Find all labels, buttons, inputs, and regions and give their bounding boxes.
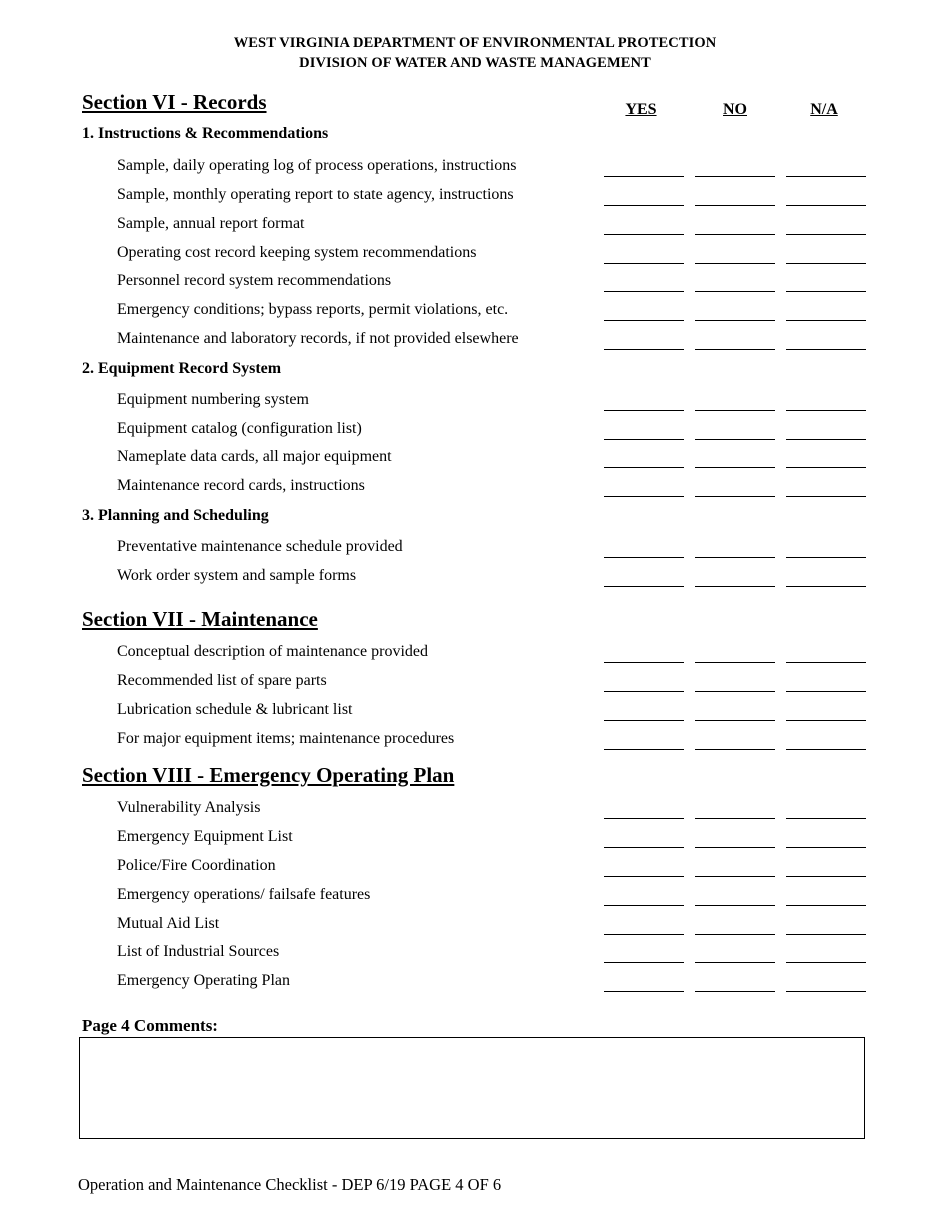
yes-blank[interactable]: [604, 290, 684, 292]
no-blank[interactable]: [695, 690, 775, 692]
checklist-row: [0, 729, 950, 758]
no-blank[interactable]: [695, 719, 775, 721]
checklist-row: [0, 700, 950, 729]
checklist-item-label: Emergency operations/ failsafe features: [117, 886, 371, 903]
na-blank[interactable]: [786, 290, 866, 292]
na-blank[interactable]: [786, 585, 866, 587]
na-blank[interactable]: [786, 438, 866, 440]
no-blank[interactable]: [695, 495, 775, 497]
yes-blank[interactable]: [604, 690, 684, 692]
checklist-item-label: Sample, daily operating log of process operations, instructions: [117, 157, 517, 174]
checklist-row: [0, 566, 950, 595]
column-yes-header: YES: [625, 101, 657, 118]
checklist-row: [0, 856, 950, 885]
checklist-item-label: Preventative maintenance schedule provided: [117, 538, 403, 555]
na-blank[interactable]: [786, 556, 866, 558]
na-blank[interactable]: [786, 748, 866, 750]
yes-blank[interactable]: [604, 348, 684, 350]
checklist-item-label: Equipment numbering system: [117, 391, 309, 408]
no-blank[interactable]: [695, 290, 775, 292]
checklist-row: [0, 798, 950, 827]
checklist-row: [0, 671, 950, 700]
checklist-row: [0, 885, 950, 914]
checklist-row: [0, 185, 950, 214]
checklist-item-label: Vulnerability Analysis: [117, 799, 261, 816]
na-blank[interactable]: [786, 690, 866, 692]
no-blank[interactable]: [695, 748, 775, 750]
division-name: DIVISION OF WATER AND WASTE MANAGEMENT: [299, 55, 651, 71]
na-blank[interactable]: [786, 933, 866, 935]
subsection-planning-title: 3. Planning and Scheduling: [82, 507, 269, 524]
yes-blank[interactable]: [604, 875, 684, 877]
checklist-item-label: Emergency Equipment List: [117, 828, 293, 845]
no-blank[interactable]: [695, 319, 775, 321]
checklist-row: [0, 476, 950, 505]
yes-blank[interactable]: [604, 585, 684, 587]
na-blank[interactable]: [786, 348, 866, 350]
no-blank[interactable]: [695, 933, 775, 935]
checklist-row: [0, 300, 950, 329]
no-blank[interactable]: [695, 990, 775, 992]
yes-blank[interactable]: [604, 233, 684, 235]
section-vii-title: Section VII - Maintenance: [82, 607, 318, 631]
checklist-row: [0, 642, 950, 671]
no-blank[interactable]: [695, 175, 775, 177]
subsection-equipment-title: 2. Equipment Record System: [82, 360, 282, 377]
no-blank[interactable]: [695, 585, 775, 587]
checklist-row: [0, 942, 950, 971]
checklist-item-label: Personnel record system recommendations: [117, 272, 392, 289]
yes-blank[interactable]: [604, 817, 684, 819]
checklist-row: [0, 419, 950, 448]
no-blank[interactable]: [695, 661, 775, 663]
no-blank[interactable]: [695, 233, 775, 235]
checklist-row: [0, 271, 950, 300]
checklist-item-label: Lubrication schedule & lubricant list: [117, 701, 353, 718]
checklist-item-label: List of Industrial Sources: [117, 943, 280, 960]
yes-blank[interactable]: [604, 204, 684, 206]
no-blank[interactable]: [695, 409, 775, 411]
na-blank[interactable]: [786, 319, 866, 321]
column-no-header: NO: [723, 101, 747, 118]
yes-blank[interactable]: [604, 961, 684, 963]
yes-blank[interactable]: [604, 438, 684, 440]
na-blank[interactable]: [786, 409, 866, 411]
checklist-item-label: Maintenance and laboratory records, if not provided elsewhere: [117, 330, 519, 347]
no-blank[interactable]: [695, 846, 775, 848]
section-vi-title: Section VI - Records: [82, 90, 267, 114]
na-blank[interactable]: [786, 495, 866, 497]
checklist-item-label: Mutual Aid List: [117, 915, 220, 932]
agency-name: WEST VIRGINIA DEPARTMENT OF ENVIRONMENTAL PROTECTION: [233, 35, 717, 51]
na-blank[interactable]: [786, 719, 866, 721]
yes-blank[interactable]: [604, 748, 684, 750]
checklist-row: [0, 214, 950, 243]
na-blank[interactable]: [786, 846, 866, 848]
yes-blank[interactable]: [604, 556, 684, 558]
na-blank[interactable]: [786, 904, 866, 906]
yes-blank[interactable]: [604, 933, 684, 935]
checklist-row: [0, 390, 950, 419]
comments-label: Page 4 Comments:: [82, 1016, 218, 1035]
yes-blank[interactable]: [604, 719, 684, 721]
checklist-row: [0, 537, 950, 566]
checklist-item-label: Work order system and sample forms: [117, 567, 357, 584]
checklist-item-label: Emergency conditions; bypass reports, permit violations, etc.: [117, 301, 509, 318]
na-blank[interactable]: [786, 233, 866, 235]
yes-blank[interactable]: [604, 495, 684, 497]
no-blank[interactable]: [695, 961, 775, 963]
checklist-item-label: Maintenance record cards, instructions: [117, 477, 365, 494]
no-blank[interactable]: [695, 262, 775, 264]
na-blank[interactable]: [786, 875, 866, 877]
subsection-instructions-title: 1. Instructions & Recommendations: [82, 125, 329, 142]
yes-blank[interactable]: [604, 175, 684, 177]
checklist-row: [0, 156, 950, 185]
yes-blank[interactable]: [604, 846, 684, 848]
checklist-item-label: Conceptual description of maintenance provided: [117, 643, 429, 660]
na-blank[interactable]: [786, 817, 866, 819]
page-footer: Operation and Maintenance Checklist - DEP 6/19 PAGE 4 OF 6: [78, 1175, 502, 1194]
checklist-item-label: For major equipment items; maintenance procedures: [117, 730, 455, 747]
no-blank[interactable]: [695, 348, 775, 350]
checklist-row: [0, 914, 950, 943]
na-blank[interactable]: [786, 466, 866, 468]
yes-blank[interactable]: [604, 319, 684, 321]
yes-blank[interactable]: [604, 262, 684, 264]
column-na-header: N/A: [810, 101, 838, 118]
na-blank[interactable]: [786, 661, 866, 663]
section-viii-title: Section VIII - Emergency Operating Plan: [82, 763, 455, 787]
no-blank[interactable]: [695, 466, 775, 468]
no-blank[interactable]: [695, 438, 775, 440]
checklist-row: [0, 971, 950, 1000]
na-blank[interactable]: [786, 204, 866, 206]
no-blank[interactable]: [695, 556, 775, 558]
checklist-row: [0, 827, 950, 856]
no-blank[interactable]: [695, 817, 775, 819]
checklist-item-label: Sample, monthly operating report to state agency, instructions: [117, 186, 514, 203]
yes-blank[interactable]: [604, 990, 684, 992]
na-blank[interactable]: [786, 262, 866, 264]
checklist-item-label: Equipment catalog (configuration list): [117, 420, 362, 437]
na-blank[interactable]: [786, 175, 866, 177]
checklist-item-label: Emergency Operating Plan: [117, 972, 290, 989]
checklist-item-label: Sample, annual report format: [117, 215, 305, 232]
checklist-item-label: Operating cost record keeping system recommendations: [117, 244, 477, 261]
checklist-item-label: Recommended list of spare parts: [117, 672, 327, 689]
no-blank[interactable]: [695, 875, 775, 877]
yes-blank[interactable]: [604, 409, 684, 411]
checklist-item-label: Nameplate data cards, all major equipment: [117, 448, 392, 465]
checklist-row: [0, 329, 950, 358]
comments-field[interactable]: [79, 1037, 865, 1139]
yes-blank[interactable]: [604, 661, 684, 663]
na-blank[interactable]: [786, 961, 866, 963]
yes-blank[interactable]: [604, 466, 684, 468]
checklist-row: [0, 447, 950, 476]
no-blank[interactable]: [695, 204, 775, 206]
na-blank[interactable]: [786, 990, 866, 992]
checklist-item-label: Police/Fire Coordination: [117, 857, 276, 874]
yes-blank[interactable]: [604, 904, 684, 906]
checklist-row: [0, 243, 950, 272]
no-blank[interactable]: [695, 904, 775, 906]
